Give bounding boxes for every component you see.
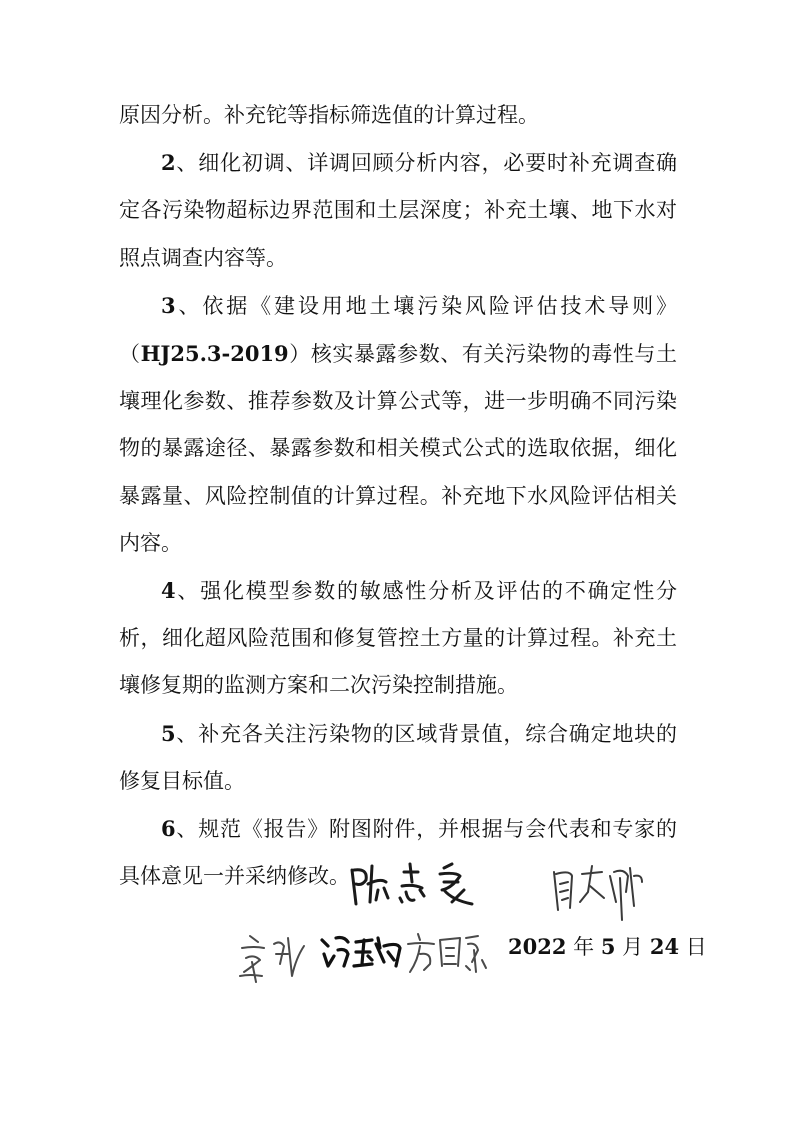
item-number: 6 (161, 816, 176, 842)
paragraph-item-5 (119, 710, 677, 805)
paragraph-text: 、依据《建设用地土壤污染风险评估技术导则》（HJ25.3-2019）核实暴露参数、有关污染物的毒性与土壤理化参数、推荐参数及计算公式等，进一步明确不同污染物的暴露途径、暴露参数和相关模式公式的选取依据，细化暴露量、风险控制值的计算过程。补充地下水风险评估相关内容。 (119, 293, 678, 555)
date-day-unit: 日 (685, 935, 707, 959)
paragraph-text: 、规范《报告》附图附件，并根据与会代表和专家的具体意见一并采纳修改。 (119, 817, 677, 889)
paragraph-text: 、补充各关注污染物的区域背景值，综合确定地块的修复目标值。 (119, 721, 677, 793)
item-number: 4 (161, 578, 176, 604)
signing-date (508, 932, 707, 962)
paragraph-text: 、细化初调、详调回顾分析内容，必要时补充调查确定各污染物超标边界范围和土层深度；补充土壤、地下水对照点调查内容等。 (119, 151, 677, 270)
signature-li-feng (236, 928, 308, 988)
signature-chen-zhiliang (348, 860, 488, 910)
paragraph-continuation (119, 92, 677, 139)
paragraph-item-4 (119, 567, 677, 710)
date-day: 24 (649, 934, 680, 959)
signature-zhou-youshuai (548, 862, 648, 926)
paragraph-text: 、强化模型参数的敏感性分析及评估的不确定性分析，细化超风险范围和修复管控土方量的计算过程。补充土壤修复期的监测方案和二次污染控制措施。 (119, 579, 677, 698)
signature-fang-guodong (406, 930, 490, 976)
paragraph-text: 原因分析。补充铊等指标筛选值的计算过程。 (119, 103, 539, 127)
signature-xie-yubing (318, 932, 404, 972)
document-body (119, 92, 677, 900)
date-year-unit: 年 (573, 935, 595, 959)
date-month: 5 (600, 934, 616, 959)
date-year: 2022 (508, 934, 567, 959)
item-number: 5 (161, 720, 176, 746)
paragraph-item-2 (119, 139, 677, 282)
item-number: 3 (161, 292, 176, 318)
paragraph-item-3 (119, 282, 677, 567)
item-number: 2 (161, 150, 176, 176)
date-month-unit: 月 (622, 935, 644, 959)
